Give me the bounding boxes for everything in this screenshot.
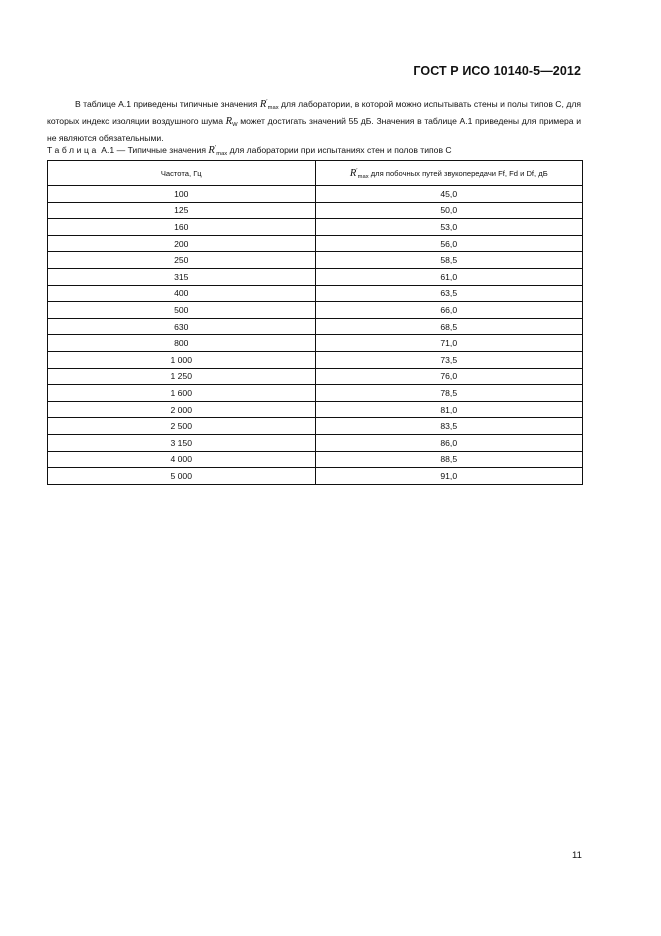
value-cell: 76,0 xyxy=(315,368,583,385)
value-cell: 61,0 xyxy=(315,268,583,285)
rw-symbol: $R_W$ xyxy=(225,116,238,129)
frequency-cell: 2 000 xyxy=(48,401,316,418)
caption-rest: для лаборатории при испытаниях стен и полов типов С xyxy=(229,145,452,155)
table-row xyxy=(48,434,583,451)
header-value-text: для побочных путей звукопередачи Ff, Fd и Df, дБ xyxy=(370,168,548,178)
table-row xyxy=(48,351,583,368)
frequency-cell: 125 xyxy=(48,202,316,219)
header-value xyxy=(315,161,583,186)
value-cell: 50,0 xyxy=(315,202,583,219)
value-cell: 86,0 xyxy=(315,434,583,451)
table-row xyxy=(48,302,583,319)
table-row xyxy=(48,252,583,269)
table-body xyxy=(48,186,583,485)
table-row xyxy=(48,202,583,219)
frequency-cell: 5 000 xyxy=(48,468,316,485)
frequency-cell: 160 xyxy=(48,219,316,236)
frequency-cell: 200 xyxy=(48,235,316,252)
value-cell: 78,5 xyxy=(315,385,583,402)
frequency-cell: 4 000 xyxy=(48,451,316,468)
caption-r-max-symbol: $R'_{max}$ xyxy=(208,144,228,157)
table-row xyxy=(48,285,583,302)
table-row xyxy=(48,186,583,203)
value-cell: 71,0 xyxy=(315,335,583,352)
table-row xyxy=(48,318,583,335)
table-row xyxy=(48,335,583,352)
value-cell: 83,5 xyxy=(315,418,583,435)
frequency-cell: 3 150 xyxy=(48,434,316,451)
table-row xyxy=(48,385,583,402)
intro-text-3: может достигать значений 55 дБ. Значения в таблице А.1 приведены для примера и не являются обязательными. xyxy=(47,116,582,144)
frequency-cell: 100 xyxy=(48,186,316,203)
table-row xyxy=(48,401,583,418)
frequency-cell: 250 xyxy=(48,252,316,269)
r-max-symbol: $R'_{max}$ xyxy=(259,98,279,111)
value-cell: 88,5 xyxy=(315,451,583,468)
page-number: 11 xyxy=(572,850,582,861)
value-cell: 63,5 xyxy=(315,285,583,302)
frequency-cell: 500 xyxy=(48,302,316,319)
frequency-cell: 400 xyxy=(48,285,316,302)
frequency-cell: 1 250 xyxy=(48,368,316,385)
value-cell: 45,0 xyxy=(315,186,583,203)
frequency-cell: 800 xyxy=(48,335,316,352)
header-frequency: Частота, Гц xyxy=(48,161,316,186)
intro-text-2: для лаборатории, в которой можно испытывать стены и полы типов С, для которых индекс изоляции воздушного шума xyxy=(47,99,582,127)
value-cell: 81,0 xyxy=(315,401,583,418)
frequency-cell: 1 000 xyxy=(48,351,316,368)
caption-prefix: Таблица xyxy=(47,145,99,155)
table-header-row xyxy=(48,161,583,186)
frequency-cell: 1 600 xyxy=(48,385,316,402)
document-code-header: ГОСТ Р ИСО 10140-5—2012 xyxy=(413,64,581,78)
caption-number: А.1 — Типичные значения xyxy=(101,145,206,155)
table-row xyxy=(48,418,583,435)
frequency-cell: 630 xyxy=(48,318,316,335)
value-cell: 53,0 xyxy=(315,219,583,236)
value-cell: 91,0 xyxy=(315,468,583,485)
intro-paragraph xyxy=(47,95,581,146)
table-row xyxy=(48,368,583,385)
table-caption xyxy=(47,144,587,157)
header-r-max-symbol: $R'_{max}$ xyxy=(349,166,369,180)
table-row xyxy=(48,451,583,468)
value-cell: 73,5 xyxy=(315,351,583,368)
table-row xyxy=(48,268,583,285)
table-row xyxy=(48,235,583,252)
frequency-cell: 315 xyxy=(48,268,316,285)
intro-text-1: В таблице А.1 приведены типичные значения xyxy=(75,99,258,109)
table-row xyxy=(48,468,583,485)
value-cell: 66,0 xyxy=(315,302,583,319)
value-cell: 56,0 xyxy=(315,235,583,252)
value-cell: 68,5 xyxy=(315,318,583,335)
table-row xyxy=(48,219,583,236)
frequency-cell: 2 500 xyxy=(48,418,316,435)
data-table xyxy=(47,160,583,485)
value-cell: 58,5 xyxy=(315,252,583,269)
